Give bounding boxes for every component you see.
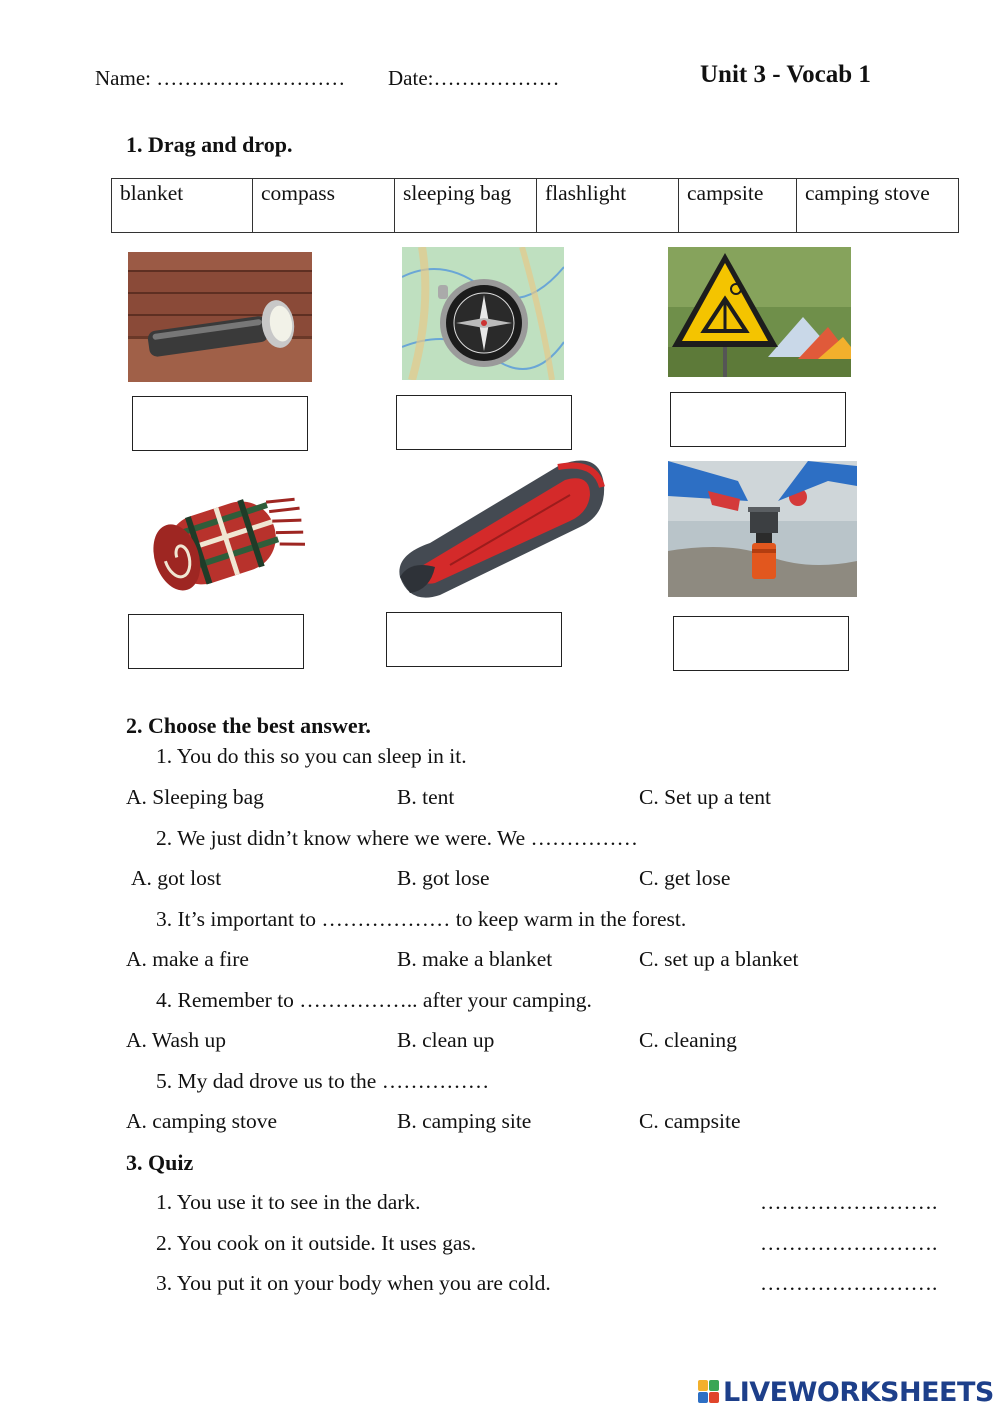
q1-option-a[interactable]: A. Sleeping bag [126, 785, 264, 809]
quiz-3-text: 3. You put it on your body when you are cold. [156, 1271, 551, 1295]
sleeping-bag-image [390, 455, 606, 602]
name-field-label: Name: ……………………… [95, 66, 346, 90]
quiz-1-text: 1. You use it to see in the dark. [156, 1190, 421, 1214]
drop-box-camping-stove[interactable] [673, 616, 849, 671]
section-3-heading: 3. Quiz [126, 1150, 194, 1175]
q3-option-b[interactable]: B. make a blanket [397, 947, 553, 971]
q5-option-a[interactable]: A. camping stove [126, 1109, 278, 1133]
drop-box-campsite[interactable] [670, 392, 846, 447]
flashlight-image [128, 252, 312, 382]
drop-box-compass[interactable] [396, 395, 572, 450]
word-tile-flashlight[interactable]: flashlight [537, 179, 679, 233]
question-2-text: 2. We just didn’t know where we were. We …………… [156, 826, 638, 850]
word-tile-sleeping-bag[interactable]: sleeping bag [395, 179, 537, 233]
word-tile-compass[interactable]: compass [253, 179, 395, 233]
blanket-image [145, 475, 317, 612]
q2-option-b[interactable]: B. got lose [397, 866, 490, 890]
campsite-sign-image [668, 247, 851, 377]
drop-box-sleeping-bag[interactable] [386, 612, 562, 667]
quiz-1-answer-blank[interactable]: ……………………. [760, 1190, 938, 1214]
word-bank [111, 178, 959, 233]
camping-stove-image [668, 461, 857, 597]
section-2-heading: 2. Choose the best answer. [126, 713, 371, 738]
q5-option-b[interactable]: B. camping site [397, 1109, 532, 1133]
word-tile-blanket[interactable]: blanket [112, 179, 253, 233]
q4-option-a[interactable]: A. Wash up [126, 1028, 226, 1052]
q1-option-b[interactable]: B. tent [397, 785, 455, 809]
date-field-label: Date:……………… [388, 66, 560, 90]
liveworksheets-logo-text: LIVEWORKSHEETS [723, 1376, 994, 1408]
question-3-text: 3. It’s important to ……………… to keep warm in the forest. [156, 907, 687, 931]
q4-option-c[interactable]: C. cleaning [639, 1028, 737, 1052]
question-1-text: 1. You do this so you can sleep in it. [156, 744, 467, 768]
liveworksheets-logo [698, 1376, 994, 1408]
q5-option-c[interactable]: C. campsite [639, 1109, 741, 1133]
page-title: Unit 3 - Vocab 1 [700, 61, 871, 88]
compass-image [402, 247, 564, 380]
drop-box-blanket[interactable] [128, 614, 304, 669]
q3-option-c[interactable]: C. set up a blanket [639, 947, 799, 971]
liveworksheets-logo-icon [698, 1380, 720, 1404]
question-4-text: 4. Remember to …………….. after your camping. [156, 988, 592, 1012]
word-tile-camping-stove[interactable]: camping stove [797, 179, 959, 233]
section-1-heading: 1. Drag and drop. [126, 132, 293, 157]
question-5-text: 5. My dad drove us to the …………… [156, 1069, 490, 1093]
quiz-2-answer-blank[interactable]: ……………………. [760, 1231, 938, 1255]
q3-option-a[interactable]: A. make a fire [126, 947, 249, 971]
q2-option-a[interactable]: A. got lost [131, 866, 222, 890]
word-tile-campsite[interactable]: campsite [679, 179, 797, 233]
drop-box-flashlight[interactable] [132, 396, 308, 451]
q4-option-b[interactable]: B. clean up [397, 1028, 495, 1052]
q2-option-c[interactable]: C. get lose [639, 866, 731, 890]
q1-option-c[interactable]: C. Set up a tent [639, 785, 771, 809]
quiz-2-text: 2. You cook on it outside. It uses gas. [156, 1231, 477, 1255]
quiz-3-answer-blank[interactable]: ……………………. [760, 1271, 938, 1295]
